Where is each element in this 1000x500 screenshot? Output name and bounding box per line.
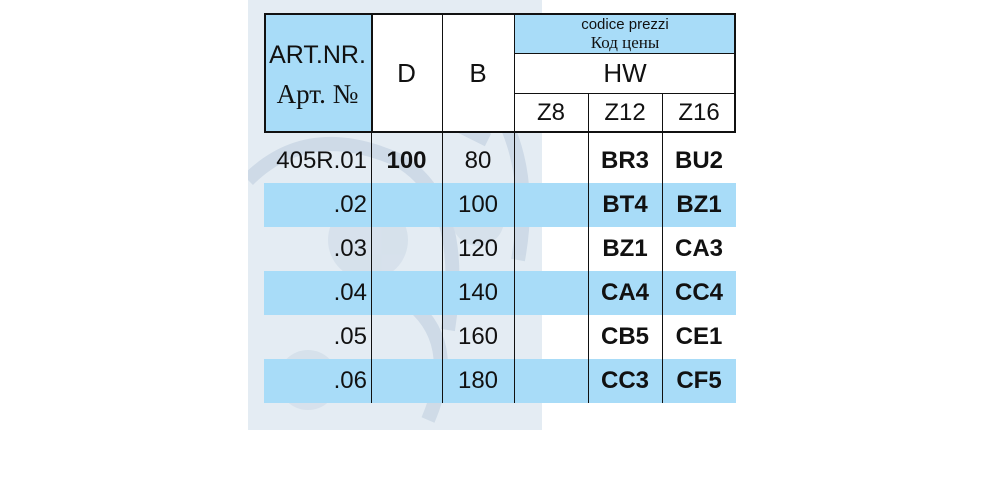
- z8-code-cell: [514, 359, 588, 403]
- art-number-cell: .03: [333, 235, 367, 262]
- z8-code-cell: [514, 227, 588, 271]
- b-value-cell: 100: [457, 191, 499, 218]
- col-z16-header: Z16: [678, 99, 720, 126]
- table-row: [264, 271, 736, 315]
- art-nr-label-ru: Арт. №: [276, 78, 359, 109]
- z16-code-cell: CA3: [674, 235, 723, 262]
- price-code-label-ru: Код цены: [590, 33, 660, 52]
- material-hw-label: HW: [603, 57, 647, 88]
- d-value-cell: [371, 183, 442, 227]
- art-number-cell: .06: [333, 367, 367, 394]
- col-z8-header: Z8: [536, 99, 565, 126]
- table-row: [264, 183, 736, 227]
- z16-code-cell: CF5: [676, 367, 722, 394]
- d-value-cell: [371, 227, 442, 271]
- b-value-cell: 180: [457, 367, 499, 394]
- table-row: [264, 227, 736, 271]
- col-d-header: D: [397, 57, 416, 88]
- b-value-cell: 140: [457, 279, 499, 306]
- z16-code-cell: CE1: [675, 323, 723, 350]
- z8-code-cell: [514, 315, 588, 359]
- z16-code-cell: BZ1: [676, 191, 722, 218]
- art-number-cell: .02: [333, 191, 367, 218]
- z12-code-cell: BR3: [600, 147, 649, 174]
- z8-code-cell: [514, 183, 588, 227]
- z12-code-cell: CB5: [600, 323, 649, 350]
- b-value-cell: 80: [464, 147, 492, 174]
- d-value-cell: [371, 315, 442, 359]
- price-code-label: codice prezzi: [581, 15, 669, 33]
- art-number-cell: 405R.01: [276, 147, 367, 174]
- z12-code-cell: BZ1: [602, 235, 648, 262]
- col-z12-header: Z12: [604, 99, 646, 126]
- z16-code-cell: CC4: [674, 279, 723, 306]
- z8-code-cell: [514, 139, 588, 183]
- table-row: [264, 359, 736, 403]
- d-value-cell: 100: [386, 147, 427, 174]
- d-value-cell: [371, 359, 442, 403]
- col-b-header: B: [469, 57, 487, 88]
- b-value-cell: 120: [457, 235, 499, 262]
- art-nr-label: ART.NR.: [269, 40, 366, 69]
- table-row: [264, 315, 736, 359]
- z12-code-cell: CC3: [600, 367, 649, 394]
- b-value-cell: 160: [457, 323, 499, 350]
- z12-code-cell: CA4: [600, 279, 649, 306]
- z12-code-cell: BT4: [602, 191, 648, 218]
- art-number-cell: .04: [333, 279, 367, 306]
- art-number-cell: .05: [333, 323, 367, 350]
- z8-code-cell: [514, 271, 588, 315]
- table-row: [264, 139, 736, 183]
- z16-code-cell: BU2: [674, 147, 723, 174]
- d-value-cell: [371, 271, 442, 315]
